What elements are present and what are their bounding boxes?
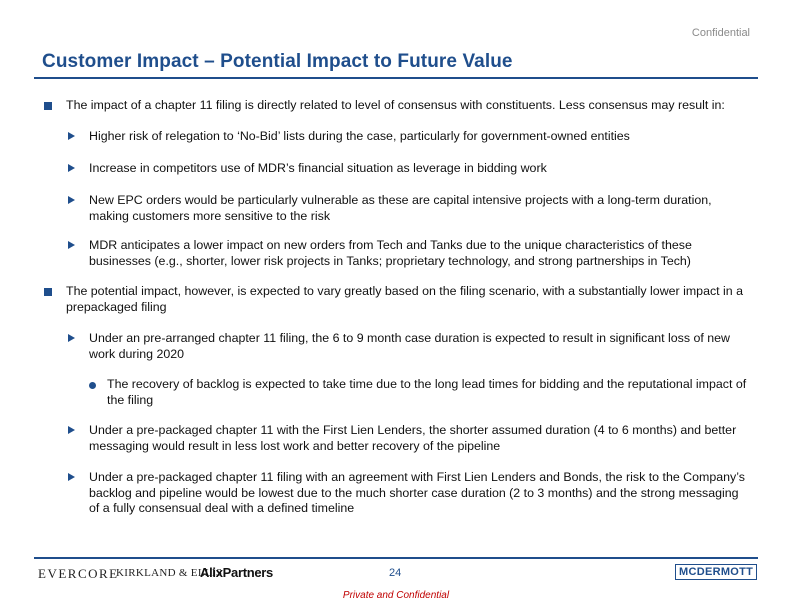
- evercore-logo: EVERCORE: [38, 566, 119, 581]
- alixpartners-logo: AlixPartners: [200, 565, 273, 580]
- bullet-text: The recovery of backlog is expected to take time due to the long lead times for bidding and the reputational impact of the filing: [107, 377, 747, 407]
- bullet-text: Under a pre-packaged chapter 11 filing with an agreement with First Lien Lenders and Bonds, the risk to the Company’s backlog and pipeline would be lowest due to the much shorter case duration (2 to 3 months) and the strong messaging of a fully consensual deal with a defined timeline: [89, 470, 745, 515]
- bullet-text: The potential impact, however, is expected to vary greatly based on the filing scenario, with a substantially lower impact in a prepackaged filing: [66, 284, 744, 314]
- private-confidential-label: Private and Confidential: [342, 590, 450, 601]
- bullet-text: The impact of a chapter 11 filing is directly related to level of consensus with constituents. Less consensus may result in:: [66, 98, 725, 112]
- triangle-bullet-icon: [68, 473, 75, 481]
- triangle-bullet-icon: [68, 164, 75, 172]
- square-bullet-icon: [44, 102, 52, 110]
- bullet-text: MDR anticipates a lower impact on new orders from Tech and Tanks due to the unique characteristics of these businesses (e.g., shorter, lower risk projects in Tanks; proprietary technology, and strong partnerships in Tech): [89, 238, 692, 268]
- title-divider: [34, 77, 758, 79]
- triangle-bullet-icon: [68, 426, 75, 434]
- mcdermott-logo: MCDERMOTT: [675, 564, 757, 580]
- footer-divider: [34, 557, 758, 559]
- triangle-bullet-icon: [68, 132, 75, 140]
- square-bullet-icon: [44, 288, 52, 296]
- kirkland-ellis-logo: KIRKLAND & ELLIS: [116, 567, 223, 579]
- confidential-label: Confidential: [691, 27, 750, 39]
- page-title: Customer Impact – Potential Impact to Future Value: [42, 51, 513, 72]
- triangle-bullet-icon: [68, 196, 75, 204]
- page-number: 24: [389, 567, 402, 579]
- bullet-text: Under an pre-arranged chapter 11 filing, the 6 to 9 month case duration is expected to result in significant loss of new work during 2020: [89, 331, 731, 361]
- bullet-text: New EPC orders would be particularly vulnerable as these are capital intensive projects with a long-term duration, making customers more sensitive to the risk: [89, 193, 712, 223]
- triangle-bullet-icon: [68, 241, 75, 249]
- triangle-bullet-icon: [68, 334, 75, 342]
- dot-bullet-icon: [89, 382, 96, 389]
- bullet-text: Higher risk of relegation to ‘No-Bid’ lists during the case, particularly for government-owned entities: [89, 129, 630, 143]
- bullet-text: Under a pre-packaged chapter 11 with the First Lien Lenders, the shorter assumed duration (4 to 6 months) and better messaging would result in less lost work and better recovery of the pipeline: [89, 423, 737, 453]
- bullet-text: Increase in competitors use of MDR’s financial situation as leverage in bidding work: [89, 161, 547, 175]
